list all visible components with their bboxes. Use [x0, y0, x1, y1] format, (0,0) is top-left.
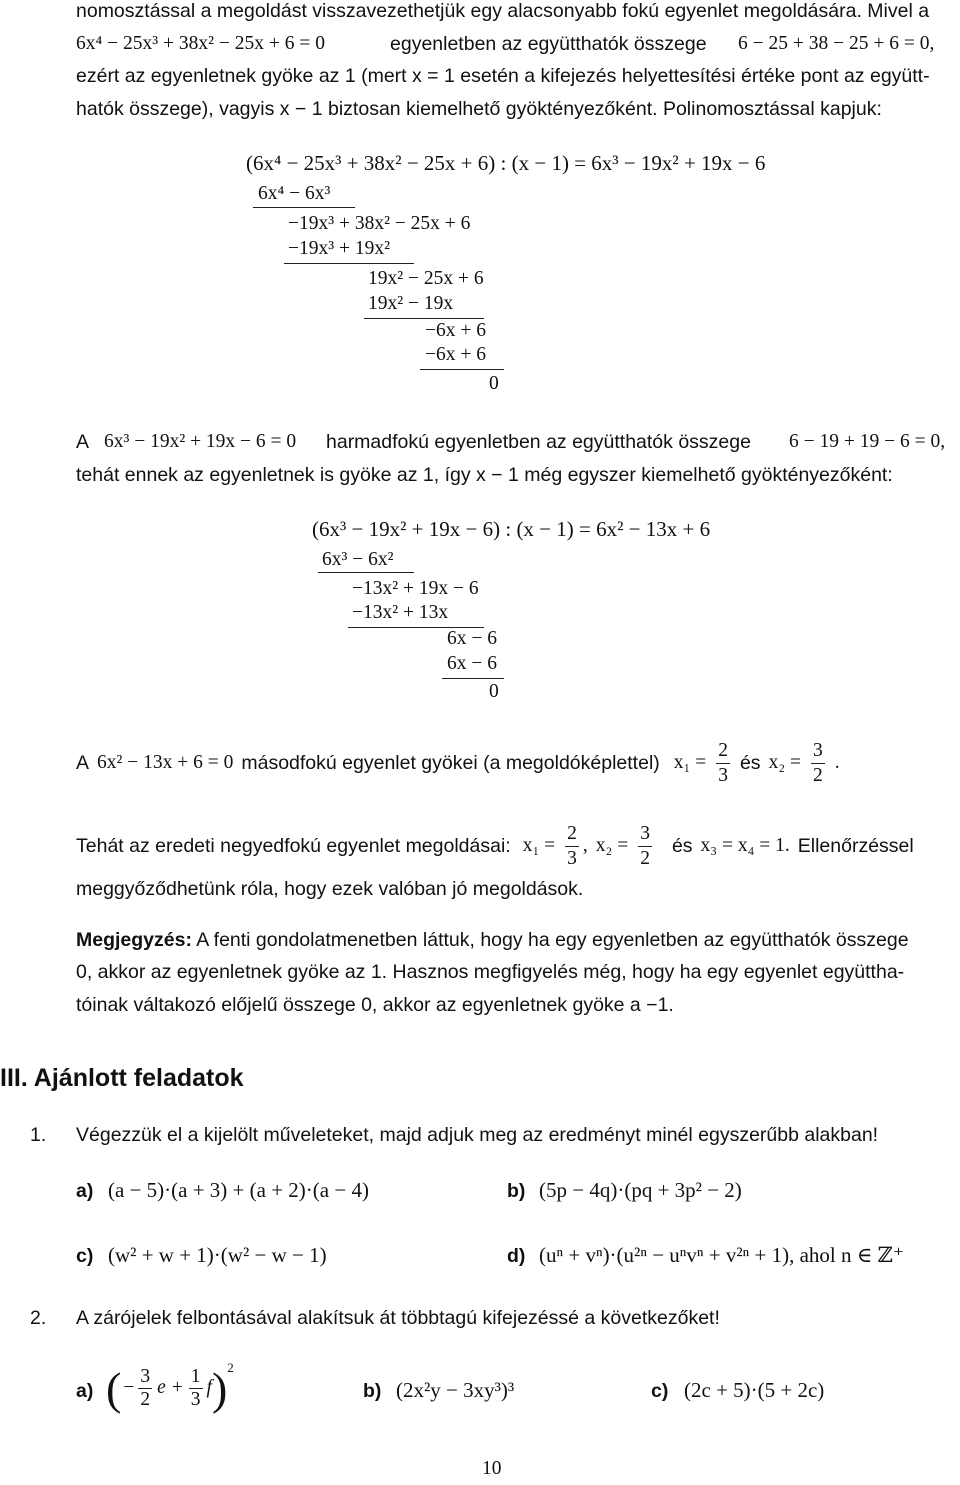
middle-line-2: tehát ennek az egyenletnek is gyöke az 1, így x − 1 még egyszer kiemelhető gyöktényezőként:: [76, 464, 893, 486]
intro-line-1: nomosztással a megoldást visszavezethetjük egy alacsonyabb fokú egyenlet megoldására. Mivel a: [76, 0, 930, 22]
middle-cubic-equation: 6x³ − 19x² + 19x − 6 = 0: [104, 431, 297, 452]
solution-x1-label: x₁ =: [522, 835, 556, 856]
fraction-denominator: 2: [140, 1388, 151, 1410]
division-1-row: −6x + 6: [425, 320, 486, 341]
division-1-rule: [420, 369, 504, 370]
fraction-denominator: 3: [718, 764, 728, 786]
check-word: Ellenőrzéssel: [797, 834, 914, 857]
intro-line-4: hatók összege), vagyis x − 1 biztosan kiemelhető gyöktényezőként. Polinomosztással kapjuk:: [76, 98, 882, 120]
fraction-denominator: 2: [812, 764, 823, 786]
root-x1-label: x₁ =: [673, 752, 707, 773]
quadratic-line: [76, 737, 840, 789]
and-word: és: [671, 834, 693, 857]
intro-equation: 6x⁴ − 25x³ + 38x² − 25x + 6 = 0: [76, 33, 325, 54]
solution-x2-label: x₂ =: [595, 835, 629, 856]
minus-sign: −: [123, 1377, 135, 1398]
section-title: III. Ajánlott feladatok: [0, 1064, 244, 1092]
solutions-text: Tehát az eredeti negyedfokú egyenlet megoldásai:: [76, 834, 511, 857]
note-text: A fenti gondolatmenetben láttuk, hogy ha egy egyenletben az együtthatók összege: [196, 929, 909, 951]
task-2-text: A zárójelek felbontásával alakítsuk át többtagú kifejezéssé a következőket!: [76, 1307, 720, 1329]
intro-coefficient-sum: 6 − 25 + 38 − 25 + 6 = 0,: [738, 33, 935, 54]
task-2b-expression: (2x²y − 3xy³)³: [396, 1378, 515, 1402]
intro-line-2-text: egyenletben az együtthatók összege: [390, 33, 707, 55]
task-1-number: 1.: [30, 1124, 47, 1146]
root-x2-fraction: [811, 739, 825, 788]
division-1-rule: [284, 263, 414, 264]
solution-x34: x₃ = x₄ = 1.: [700, 835, 790, 856]
root-x1-fraction: [716, 739, 730, 788]
intro-line-3: ezért az egyenletnek gyöke az 1 (mert x = 1 esetén a kifejezés helyettesítési értéke pont az együtt-: [76, 65, 930, 87]
task-1c-label: c): [76, 1245, 94, 1267]
task-1a-label: a): [76, 1180, 94, 1202]
division-1-header: (6x⁴ − 25x³ + 38x² − 25x + 6) : (x − 1) = 6x³ − 19x² + 19x − 6: [246, 151, 766, 175]
division-1-row: −19x³ + 38x² − 25x + 6: [288, 213, 471, 234]
fraction-numerator: 3: [811, 739, 825, 764]
task-1c-expression: (w² + w + 1)·(w² − w − 1): [108, 1243, 327, 1267]
division-2-row: 6x³ − 6x²: [322, 549, 394, 570]
task-2b-label: b): [363, 1380, 382, 1402]
open-paren: (: [106, 1362, 122, 1414]
task-2c-label: c): [651, 1380, 669, 1402]
task-1d-label: d): [507, 1245, 526, 1267]
division-2-header: (6x³ − 19x² + 19x − 6) : (x − 1) = 6x² − 13x + 6: [312, 517, 711, 541]
task-1a-expression: (a − 5)·(a + 3) + (a + 2)·(a − 4): [108, 1178, 369, 1202]
task-2c-expression: (2c + 5)·(5 + 2c): [684, 1378, 825, 1402]
division-1-row: 6x⁴ − 6x³: [258, 183, 331, 204]
task-1-text: Végezzük el a kijelölt műveleteket, majd adjuk meg az eredményt minél egyszerűbb alakban!: [76, 1124, 879, 1146]
middle-line-1-text: harmadfokú egyenletben az együtthatók összege: [326, 431, 751, 453]
division-2-row: −13x² + 19x − 6: [352, 578, 479, 599]
fraction-numerator: 3: [638, 822, 652, 847]
division-1-row: −6x + 6: [425, 344, 486, 365]
note-line-3: tóinak váltakozó előjelű összege 0, akkor az egyenletnek gyöke a −1.: [76, 994, 674, 1016]
division-2-rule: [442, 678, 504, 679]
task-2a-label: a): [76, 1380, 94, 1402]
division-2-rule: [318, 572, 414, 573]
task-2-number: 2.: [30, 1307, 47, 1329]
task-1b-expression: (5p − 4q)·(pq + 3p² − 2): [539, 1178, 742, 1202]
solution-x2-fraction: [638, 822, 652, 871]
term: e +: [157, 1377, 184, 1398]
fraction-denominator: 3: [567, 847, 577, 869]
note-line-1: [76, 929, 909, 952]
task-2a-expression: [106, 1358, 234, 1418]
comma: ,: [582, 835, 588, 856]
division-2-row: 6x − 6: [447, 653, 497, 674]
quadratic-equation: 6x² − 13x + 6 = 0: [97, 752, 234, 773]
and-word: és: [739, 751, 761, 774]
task-1b-label: b): [507, 1180, 526, 1202]
fraction-numerator: 2: [565, 822, 579, 847]
fraction-numerator: 1: [190, 1365, 201, 1387]
division-2-remainder: 0: [489, 681, 499, 702]
close-paren: ): [211, 1362, 228, 1414]
exponent: 2: [227, 1360, 234, 1375]
division-1-remainder: 0: [489, 373, 499, 394]
fraction: [138, 1366, 152, 1411]
root-x2-label: x₂ =: [768, 752, 801, 773]
middle-coefficient-sum: 6 − 19 + 19 − 6 = 0,: [789, 431, 946, 452]
fraction-denominator: 2: [640, 847, 650, 869]
fraction-numerator: 3: [140, 1365, 151, 1387]
solutions-line: [76, 820, 914, 872]
period: .: [834, 752, 840, 773]
quadratic-a: A: [76, 751, 90, 774]
solution-x1-fraction: [565, 822, 579, 871]
task-1d-expression: (uⁿ + vⁿ)·(u²ⁿ − uⁿvⁿ + v²ⁿ + 1), ahol n ∈ ℤ⁺: [539, 1243, 904, 1267]
note-label: Megjegyzés:: [76, 929, 192, 951]
middle-a: A: [76, 431, 90, 453]
solutions-line-2: meggyőződhetünk róla, hogy ezek valóban jó megoldások.: [76, 878, 584, 900]
division-2-row: 6x − 6: [447, 628, 497, 649]
page-number: 10: [482, 1458, 502, 1479]
quadratic-text: másodfokú egyenlet gyökei (a megoldóképlettel): [241, 751, 660, 774]
division-1-rule: [253, 207, 355, 208]
fraction-numerator: 2: [716, 739, 730, 764]
division-2-row: −13x² + 13x: [352, 602, 449, 623]
note-line-2: 0, akkor az egyenletnek gyöke az 1. Hasznos megfigyelés még, hogy ha egy egyenlet együttha-: [76, 961, 905, 983]
fraction: [189, 1366, 203, 1411]
division-1-row: 19x² − 19x: [368, 293, 454, 314]
division-1-row: 19x² − 25x + 6: [368, 268, 484, 289]
term: f: [206, 1377, 212, 1398]
division-1-row: −19x³ + 19x²: [288, 238, 390, 259]
fraction-denominator: 3: [190, 1388, 201, 1410]
